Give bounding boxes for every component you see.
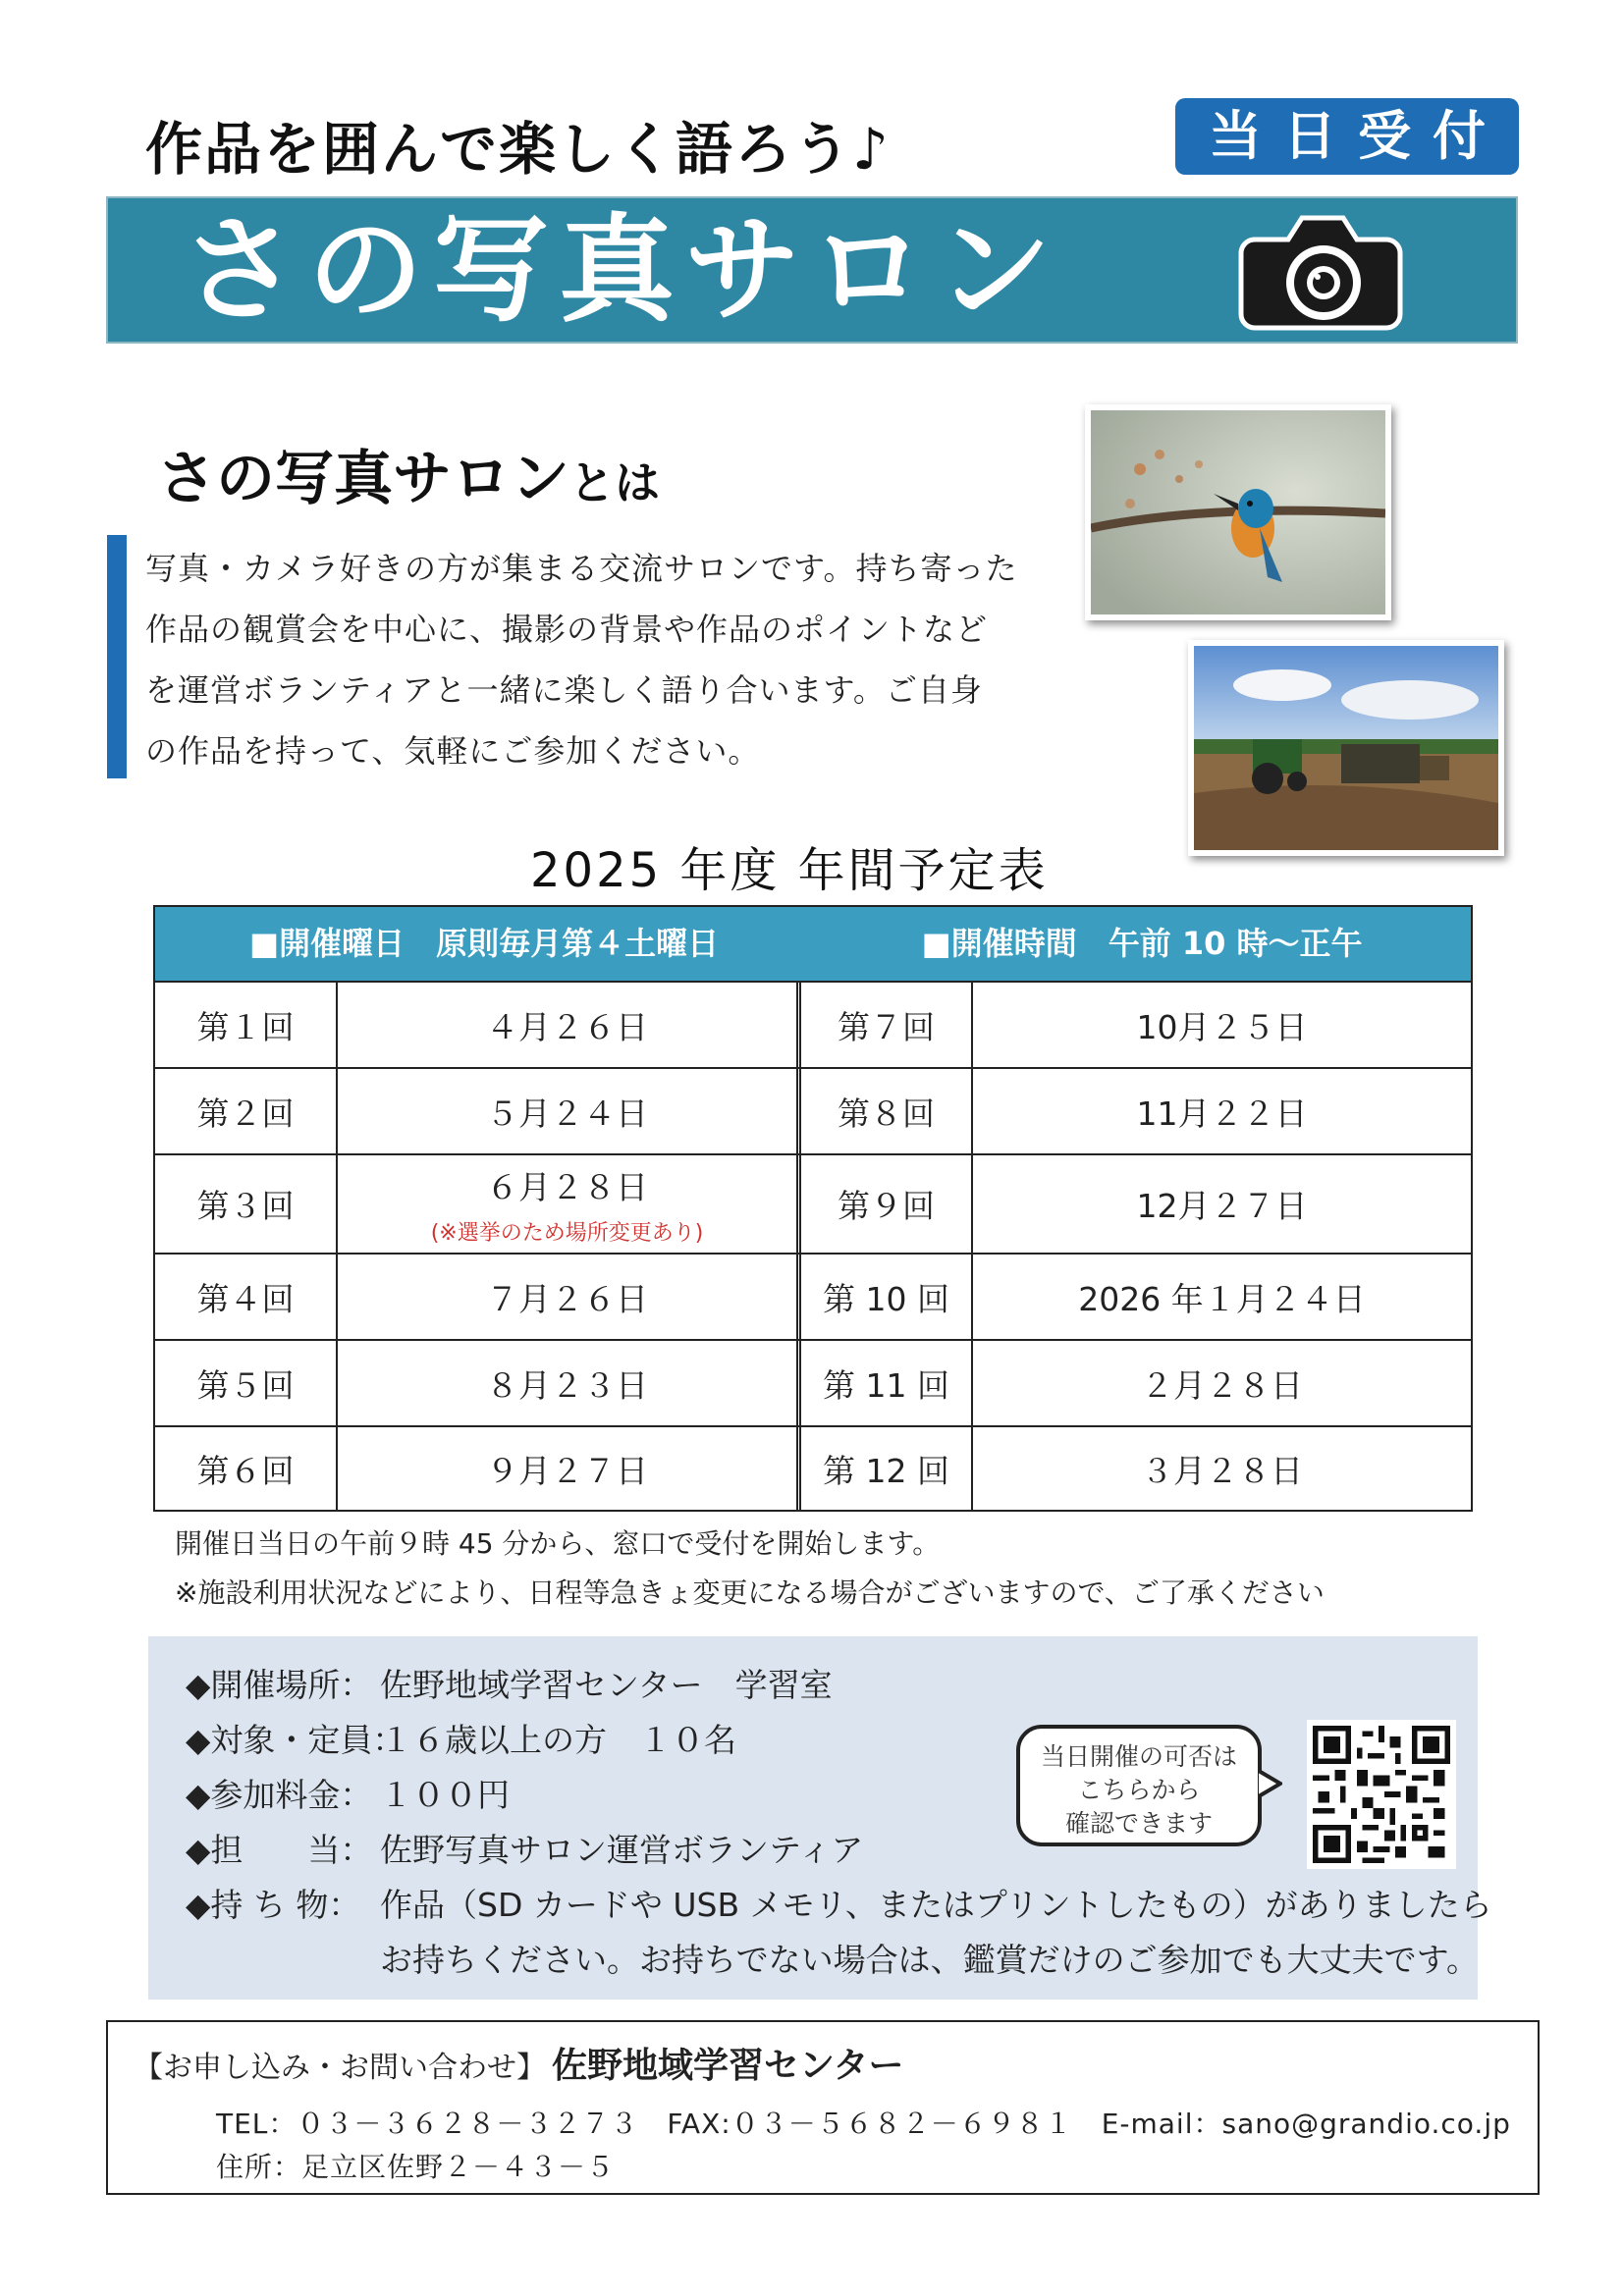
tagline: 作品を囲んで楽しく語ろう♪ [145, 116, 892, 183]
about-line: 作品の観賞会を中心に、撮影の背景や作品のポイントなど [145, 611, 989, 648]
table-row [153, 1253, 1473, 1339]
about-line: の作品を持って、気軽にご参加ください。 [145, 732, 761, 770]
table-row [153, 981, 1473, 1067]
contact-phone-line: TEL：０３－３６２８－３２７３ FAX:０３－５６８２－６９８１ E-mail：sano@grandio.co.jp [216, 2108, 1511, 2140]
info-label-spacer [186, 1933, 380, 1988]
header-time: ■開催時間 午前 10 時～正午 [921, 925, 1363, 962]
about-line: を運営ボランティアと一緒に楽しく語り合います。ご自身 [145, 671, 983, 709]
info-label: ◆持 ち 物： [186, 1886, 361, 1924]
session-date [338, 1069, 801, 1153]
info-value: 佐野地域学習センター 学習室 [380, 1666, 833, 1704]
table-row [153, 1153, 1473, 1253]
header-day: ■開催曜日 原則毎月第４土曜日 [248, 925, 720, 962]
session-number: 第２回 [155, 1069, 338, 1153]
bubble-line: 確認できます [1064, 1809, 1213, 1838]
kingfisher-photo [1085, 404, 1391, 620]
date-text: ８月２３日 [486, 1365, 648, 1405]
info-value: 作品（SD カードや USB メモリ、またはプリントしたもの）がありましたら [380, 1886, 1492, 1924]
table-row [153, 1425, 1473, 1512]
camera-icon [1237, 208, 1404, 334]
session-date: 2026 年１月２４日 [1078, 1279, 1366, 1318]
session-number: 第７回 [801, 983, 973, 1067]
about-line: 写真・カメラ好きの方が集まる交流サロンです。持ち寄った [145, 550, 1018, 587]
info-row-staff [186, 1823, 1492, 1878]
session-number: 第９回 [801, 1155, 973, 1253]
session-number: 第５回 [155, 1341, 338, 1425]
info-list [186, 1658, 1492, 1988]
session-number: 第４回 [155, 1255, 338, 1339]
session-number: 第 12 回 [801, 1427, 973, 1510]
info-row-place [186, 1658, 1492, 1713]
info-label: ◆対象・定員： [186, 1721, 406, 1759]
date-text: ５月２４日 [486, 1094, 648, 1133]
info-value: お持ちください。お持ちでない場合は、鑑賞だけのご参加でも大丈夫です。 [380, 1941, 1480, 1979]
accent-bar [107, 535, 127, 778]
session-number: 第１回 [155, 983, 338, 1067]
session-date [338, 983, 801, 1067]
qr-code-icon[interactable] [1307, 1720, 1456, 1869]
session-date [338, 1341, 801, 1425]
session-date: ３月２８日 [1141, 1451, 1303, 1490]
bubble-line: こちらから [1077, 1776, 1201, 1804]
change-note: ※施設利用状況などにより、日程等急きょ変更になる場合がございますので、ご了承ください [175, 1576, 1325, 1609]
session-number: 第８回 [801, 1069, 973, 1153]
date-text: ６月２８日 [486, 1167, 648, 1206]
bubble-pointer [1259, 1769, 1282, 1798]
reception-note: 開催日当日の午前９時 45 分から、窓口で受付を開始します。 [175, 1527, 941, 1560]
session-date [338, 1255, 801, 1339]
info-value: １６歳以上の方 １０名 [380, 1721, 736, 1759]
session-number: 第 11 回 [801, 1341, 973, 1425]
schedule-title: 2025 年度 年間予定表 [530, 843, 1049, 898]
info-row-bring [186, 1878, 1492, 1933]
about-heading-main: さの写真サロン [157, 445, 569, 513]
info-value: 佐野写真サロン運営ボランティア [380, 1831, 864, 1869]
session-number: 第 10 回 [801, 1255, 973, 1339]
about-heading-suffix: とは [569, 456, 660, 509]
info-box [148, 1636, 1492, 2000]
session-date [338, 1427, 801, 1510]
table-row [153, 1067, 1473, 1153]
table-header [153, 905, 1473, 981]
same-day-badge: 当日受付 [1175, 98, 1519, 175]
date-text: ９月２７日 [486, 1451, 648, 1490]
contact-center: 佐野地域学習センター [552, 2046, 904, 2086]
date-text: ７月２６日 [486, 1279, 648, 1318]
session-date [338, 1155, 801, 1253]
session-date: 11月２２日 [1136, 1094, 1308, 1133]
info-value: １００円 [380, 1776, 510, 1814]
info-label: ◆参加料金： [186, 1776, 373, 1814]
table-row [153, 1339, 1473, 1425]
page-title: さの写真サロン [182, 202, 1062, 338]
about-heading [157, 432, 660, 516]
info-row-target [186, 1713, 1492, 1768]
session-number: 第３回 [155, 1155, 338, 1253]
bubble-line: 当日開催の可否は [1040, 1742, 1237, 1771]
qr-speech-bubble [1016, 1725, 1262, 1846]
venue-change-note: (※選挙のため場所変更あり) [430, 1220, 704, 1246]
contact-box [106, 2020, 1540, 2195]
info-row-fee [186, 1768, 1492, 1823]
info-row-bring-cont [186, 1933, 1492, 1988]
session-date: 10月２５日 [1136, 1007, 1308, 1046]
session-number: 第６回 [155, 1427, 338, 1510]
info-label: ◆担 当： [186, 1831, 373, 1869]
session-date: 12月２７日 [1136, 1187, 1308, 1225]
info-label: ◆開催場所： [186, 1666, 373, 1704]
contact-label: 【お申し込み・お問い合わせ】 [134, 2051, 546, 2085]
about-description [145, 538, 1068, 781]
contact-heading [134, 2038, 904, 2088]
contact-address: 住所：足立区佐野２－４３－５ [216, 2151, 616, 2183]
title-banner [106, 196, 1518, 344]
tractor-photo [1188, 640, 1504, 856]
date-text: ４月２６日 [486, 1007, 648, 1046]
session-date: ２月２８日 [1141, 1365, 1303, 1405]
schedule-table [153, 905, 1473, 1512]
schedule-notes [175, 1520, 1325, 1618]
